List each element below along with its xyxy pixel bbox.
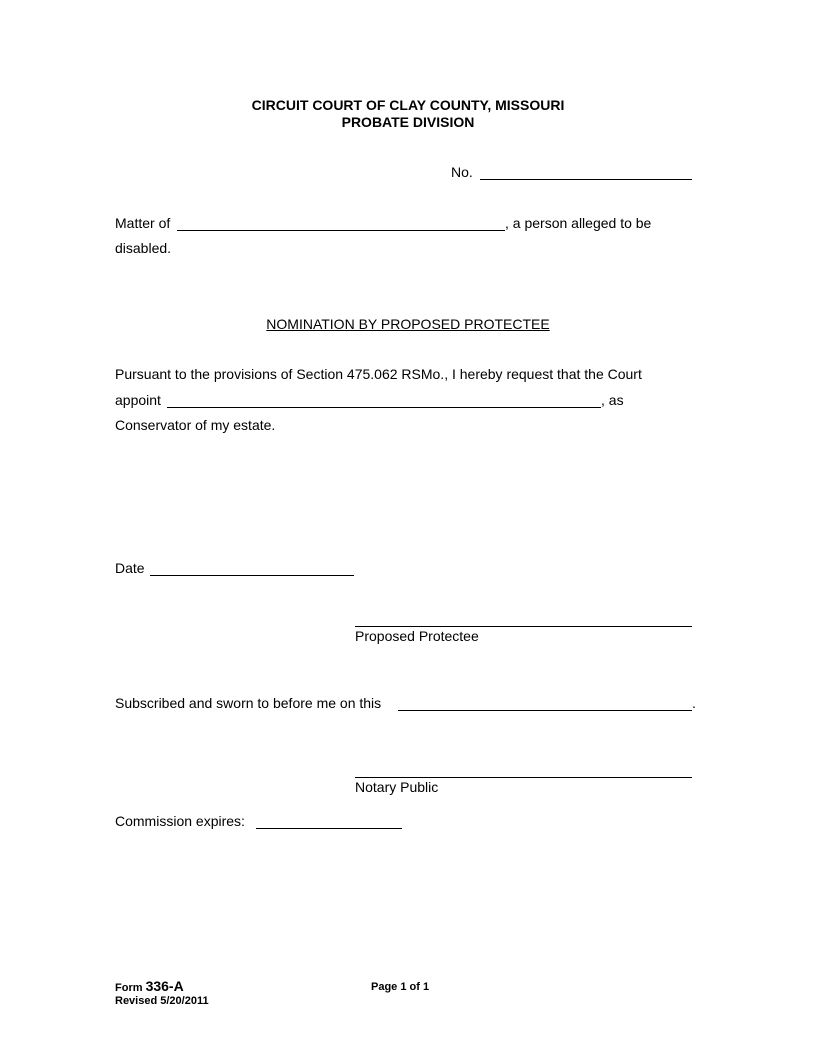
revised-date: Revised 5/20/2011 [115,995,209,1007]
as-suffix: , as [601,392,624,408]
commission-label: Commission expires: [115,813,245,829]
date-label: Date [115,560,145,576]
appoint-label: appoint [115,392,161,408]
body-line-1: Pursuant to the provisions of Section 475.062 RSMo., I hereby request that the Court [115,366,642,382]
form-id [115,978,184,994]
appointee-field[interactable] [167,392,601,408]
division-name: PROBATE DIVISION [341,114,475,130]
form-label: Form [115,982,143,994]
matter-suffix: , a person alleged to be [505,215,652,231]
sworn-date-field[interactable] [398,695,692,711]
sworn-label: Subscribed and sworn to before me on this [115,695,382,711]
case-number-label: No. [451,164,473,180]
notary-caption: Notary Public [355,779,439,795]
sworn-period: . [692,695,696,711]
protectee-signature-line[interactable] [355,626,692,627]
case-number-field[interactable] [480,164,692,180]
protectee-caption: Proposed Protectee [355,628,479,644]
notary-signature-line[interactable] [355,777,692,778]
document-title-text: NOMINATION BY PROPOSED PROTECTEE [266,316,550,332]
court-name: CIRCUIT COURT OF CLAY COUNTY, MISSOURI [251,97,565,113]
page-number: Page 1 of 1 [371,981,430,993]
commission-field[interactable] [256,813,402,829]
matter-name-field[interactable] [177,215,505,231]
matter-label: Matter of [115,215,171,231]
document-title [0,316,816,332]
date-field[interactable] [150,560,354,576]
matter-line2: disabled. [115,240,172,256]
form-number: 336-A [145,978,184,994]
body-line-3: Conservator of my estate. [115,417,276,433]
